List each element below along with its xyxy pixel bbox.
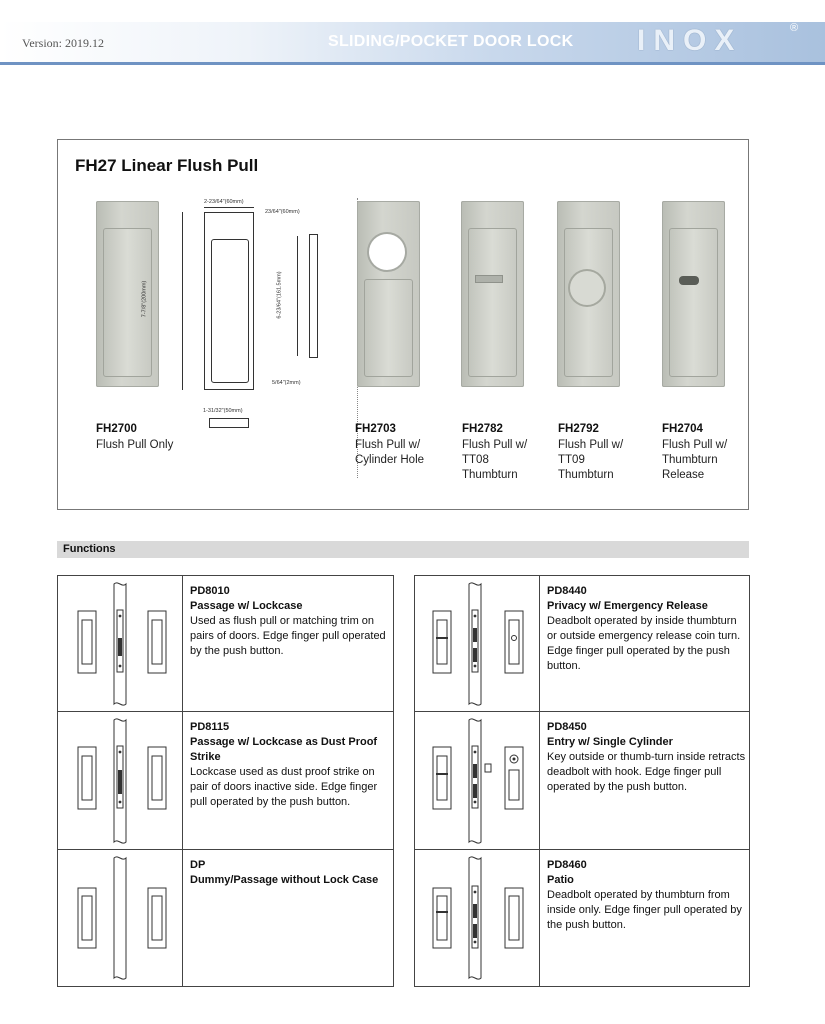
function-desc: Deadbolt operated by thumbturn from inside only. Edge finger pull operated by the push button.: [547, 889, 742, 931]
brand-name: INOX: [637, 24, 743, 57]
cylinder-hole-plate-image: [357, 201, 420, 387]
product-code: FH2792: [558, 423, 599, 435]
function-diagram: [415, 850, 540, 986]
function-row: [415, 712, 749, 850]
function-text: [190, 720, 390, 810]
function-row: [58, 850, 393, 986]
product-desc: Flush Pull w/ Thumbturn Release: [662, 439, 728, 481]
function-code: PD8450: [547, 721, 587, 733]
tt08-plate-image: [461, 201, 524, 387]
function-name: Passage w/ Lockcase: [190, 600, 303, 612]
function-desc: Used as flush pull or matching trim on pairs of doors. Edge finger pull operated by the push button.: [190, 615, 386, 657]
functions-label: Functions: [63, 543, 116, 555]
front-view-outline: [204, 212, 254, 390]
dim-width-top: 2-23/64"(60mm): [204, 199, 244, 205]
product-code: FH2782: [462, 423, 503, 435]
function-diagram: [415, 576, 540, 711]
function-name: Entry w/ Single Cylinder: [547, 736, 673, 748]
side-view-outline: [309, 234, 318, 358]
function-row: [415, 850, 749, 986]
function-text: [547, 584, 747, 674]
product-code: FH2704: [662, 423, 703, 435]
thumbturn-disc: [570, 271, 604, 305]
function-desc: Key outside or thumb-turn inside retracts deadbolt with hook. Edge finger pull operated by the push button.: [547, 751, 746, 793]
dim-height: 7-7/8"(200mm): [141, 280, 148, 318]
tt09-plate-image: [557, 201, 620, 387]
thumbturn-lever: [475, 275, 503, 283]
thumbturn-knob: [679, 276, 699, 285]
product-desc: Flush Pull Only: [96, 439, 174, 451]
product-desc: Flush Pull w/ Cylinder Hole: [355, 439, 425, 466]
panel-title: FH27 Linear Flush Pull: [75, 156, 259, 175]
function-row: [415, 576, 749, 712]
function-row: [58, 576, 393, 712]
version-label: Version: 2019.12: [22, 36, 104, 50]
function-desc: Lockcase used as dust proof strike on pair of doors inactive side. Edge finger pull operated by the push button.: [190, 766, 378, 808]
function-name: Privacy w/ Emergency Release: [547, 600, 708, 612]
function-text: [547, 858, 747, 933]
product-code: FH2703: [355, 423, 396, 435]
page-header: [0, 0, 825, 68]
document-title: SLIDING/POCKET DOOR LOCK: [328, 33, 574, 50]
dim-recess-height: 6-23/64"(161.5mm): [276, 271, 283, 319]
function-code: PD8115: [190, 721, 230, 733]
function-name: Dummy/Passage without Lock Case: [190, 874, 379, 886]
functions-table-right: [414, 575, 750, 987]
dim-depth-top: 23/64"(60mm): [265, 209, 300, 215]
flush-pull-plate-image: [96, 201, 159, 387]
function-name: Passage w/ Lockcase as Dust Proof Strike: [190, 736, 378, 763]
function-code: PD8460: [547, 859, 587, 871]
function-text: [547, 720, 747, 795]
product-desc: Flush Pull w/ TT08 Thumbturn: [462, 439, 528, 481]
header-stripe: [0, 62, 825, 65]
function-code: DP: [190, 859, 206, 871]
bottom-view-outline: [209, 418, 249, 428]
functions-section-bar: [57, 541, 749, 558]
plate-recess: [468, 228, 517, 377]
thumbturn-release-plate-image: [662, 201, 725, 387]
dimension-drawing: [141, 196, 351, 436]
cylinder-hole: [369, 234, 405, 270]
dim-bottom-width: 1-31/32"(50mm): [203, 408, 243, 414]
function-desc: Deadbolt operated by inside thumbturn or outside emergency release coin turn. Edge finger pull operated by the push button.: [547, 615, 741, 672]
function-text: [190, 584, 390, 659]
dim-bottom-depth: 5/64"(2mm): [272, 380, 301, 386]
function-diagram: [58, 850, 183, 986]
function-code: PD8440: [547, 585, 587, 597]
function-diagram: [415, 712, 540, 849]
brand-logo: [637, 22, 797, 60]
function-diagram: [58, 712, 183, 849]
plate-recess: [669, 228, 718, 377]
functions-table-left: [57, 575, 394, 987]
product-code: FH2700: [96, 423, 137, 435]
function-text: [190, 858, 390, 888]
function-name: Patio: [547, 874, 574, 886]
function-diagram: [58, 576, 183, 711]
registered-mark: ®: [790, 22, 799, 34]
product-desc: Flush Pull w/ TT09 Thumbturn: [558, 439, 624, 481]
plate-recess: [364, 279, 413, 377]
product-panel: [57, 139, 749, 510]
function-row: [58, 712, 393, 850]
function-code: PD8010: [190, 585, 230, 597]
